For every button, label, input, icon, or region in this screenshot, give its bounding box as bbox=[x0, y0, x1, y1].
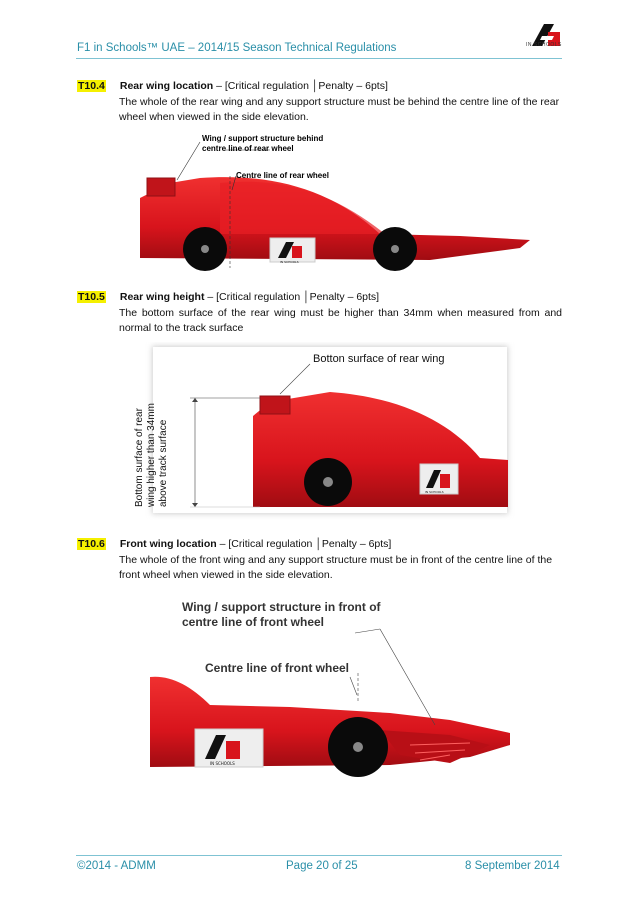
footer-date: 8 September 2014 bbox=[465, 860, 560, 872]
figure2-badge: IN SCHOOLS bbox=[425, 490, 444, 494]
figure1-label-b: Centre line of rear wheel bbox=[236, 171, 329, 180]
section-body: The whole of the rear wing and any support structure must be behind the centre line of the rear wheel when viewed in the side elevation. bbox=[119, 96, 560, 123]
section-code: T10.4 bbox=[78, 80, 105, 92]
figure3-label-a-line1: Wing / support structure in front of bbox=[182, 600, 381, 614]
footer-divider bbox=[76, 855, 562, 856]
section-body: The bottom surface of the rear wing must be higher than 34mm when measured from and normal to the track surface bbox=[119, 307, 562, 334]
figure3-label-b: Centre line of front wheel bbox=[205, 661, 350, 675]
section-body: The whole of the front wing and any support structure must be in front of the centre line of the front wheel when viewed in the side elevation. bbox=[119, 554, 553, 581]
section-rule: – [Critical regulation │Penalty – 6pts] bbox=[216, 538, 392, 550]
figure1-label-a-line1: Wing / support structure behind bbox=[202, 134, 324, 143]
section-rule: – [Critical regulation │Penalty – 6pts] bbox=[213, 80, 388, 92]
figure-front-wing-location bbox=[150, 595, 550, 785]
figure3-badge: IN SCHOOLS bbox=[210, 761, 235, 766]
section-title: Front wing location bbox=[119, 538, 217, 550]
figure3-label-a-line2: centre line of front wheel bbox=[182, 615, 325, 629]
section-rule: – [Critical regulation │Penalty – 6pts] bbox=[204, 291, 380, 303]
figure2-vertical-2: wing higher than 34mm bbox=[146, 403, 157, 507]
section-heading-t10-5 bbox=[77, 291, 379, 303]
section-code: T10.6 bbox=[78, 538, 105, 550]
header-divider bbox=[76, 58, 562, 59]
figure2-label-top: Botton surface of rear wing bbox=[313, 353, 445, 365]
figure-rear-wing-location bbox=[130, 128, 550, 278]
section-heading-t10-4 bbox=[77, 80, 388, 92]
figure1-label-a-line2: centre line of rear wheel bbox=[202, 144, 294, 153]
figure2-vertical-3: above track surface bbox=[158, 419, 169, 507]
section-title: Rear wing location bbox=[119, 80, 214, 92]
section-heading-t10-6 bbox=[77, 538, 391, 550]
logo-text: IN SCHOOLS bbox=[526, 42, 562, 48]
footer-page-number: Page 20 of 25 bbox=[286, 860, 358, 872]
section-code: T10.5 bbox=[78, 291, 105, 303]
figure-rear-wing-height bbox=[120, 342, 520, 520]
footer-copyright: ©2014 - ADMM bbox=[77, 860, 156, 872]
section-title: Rear wing height bbox=[119, 291, 205, 303]
page-header-title: F1 in Schools™ UAE – 2014/15 Season Technical Regulations bbox=[77, 42, 397, 54]
figure2-vertical-1: Bottom surface of rear bbox=[134, 408, 145, 507]
figure1-badge: IN SCHOOLS bbox=[280, 260, 299, 264]
